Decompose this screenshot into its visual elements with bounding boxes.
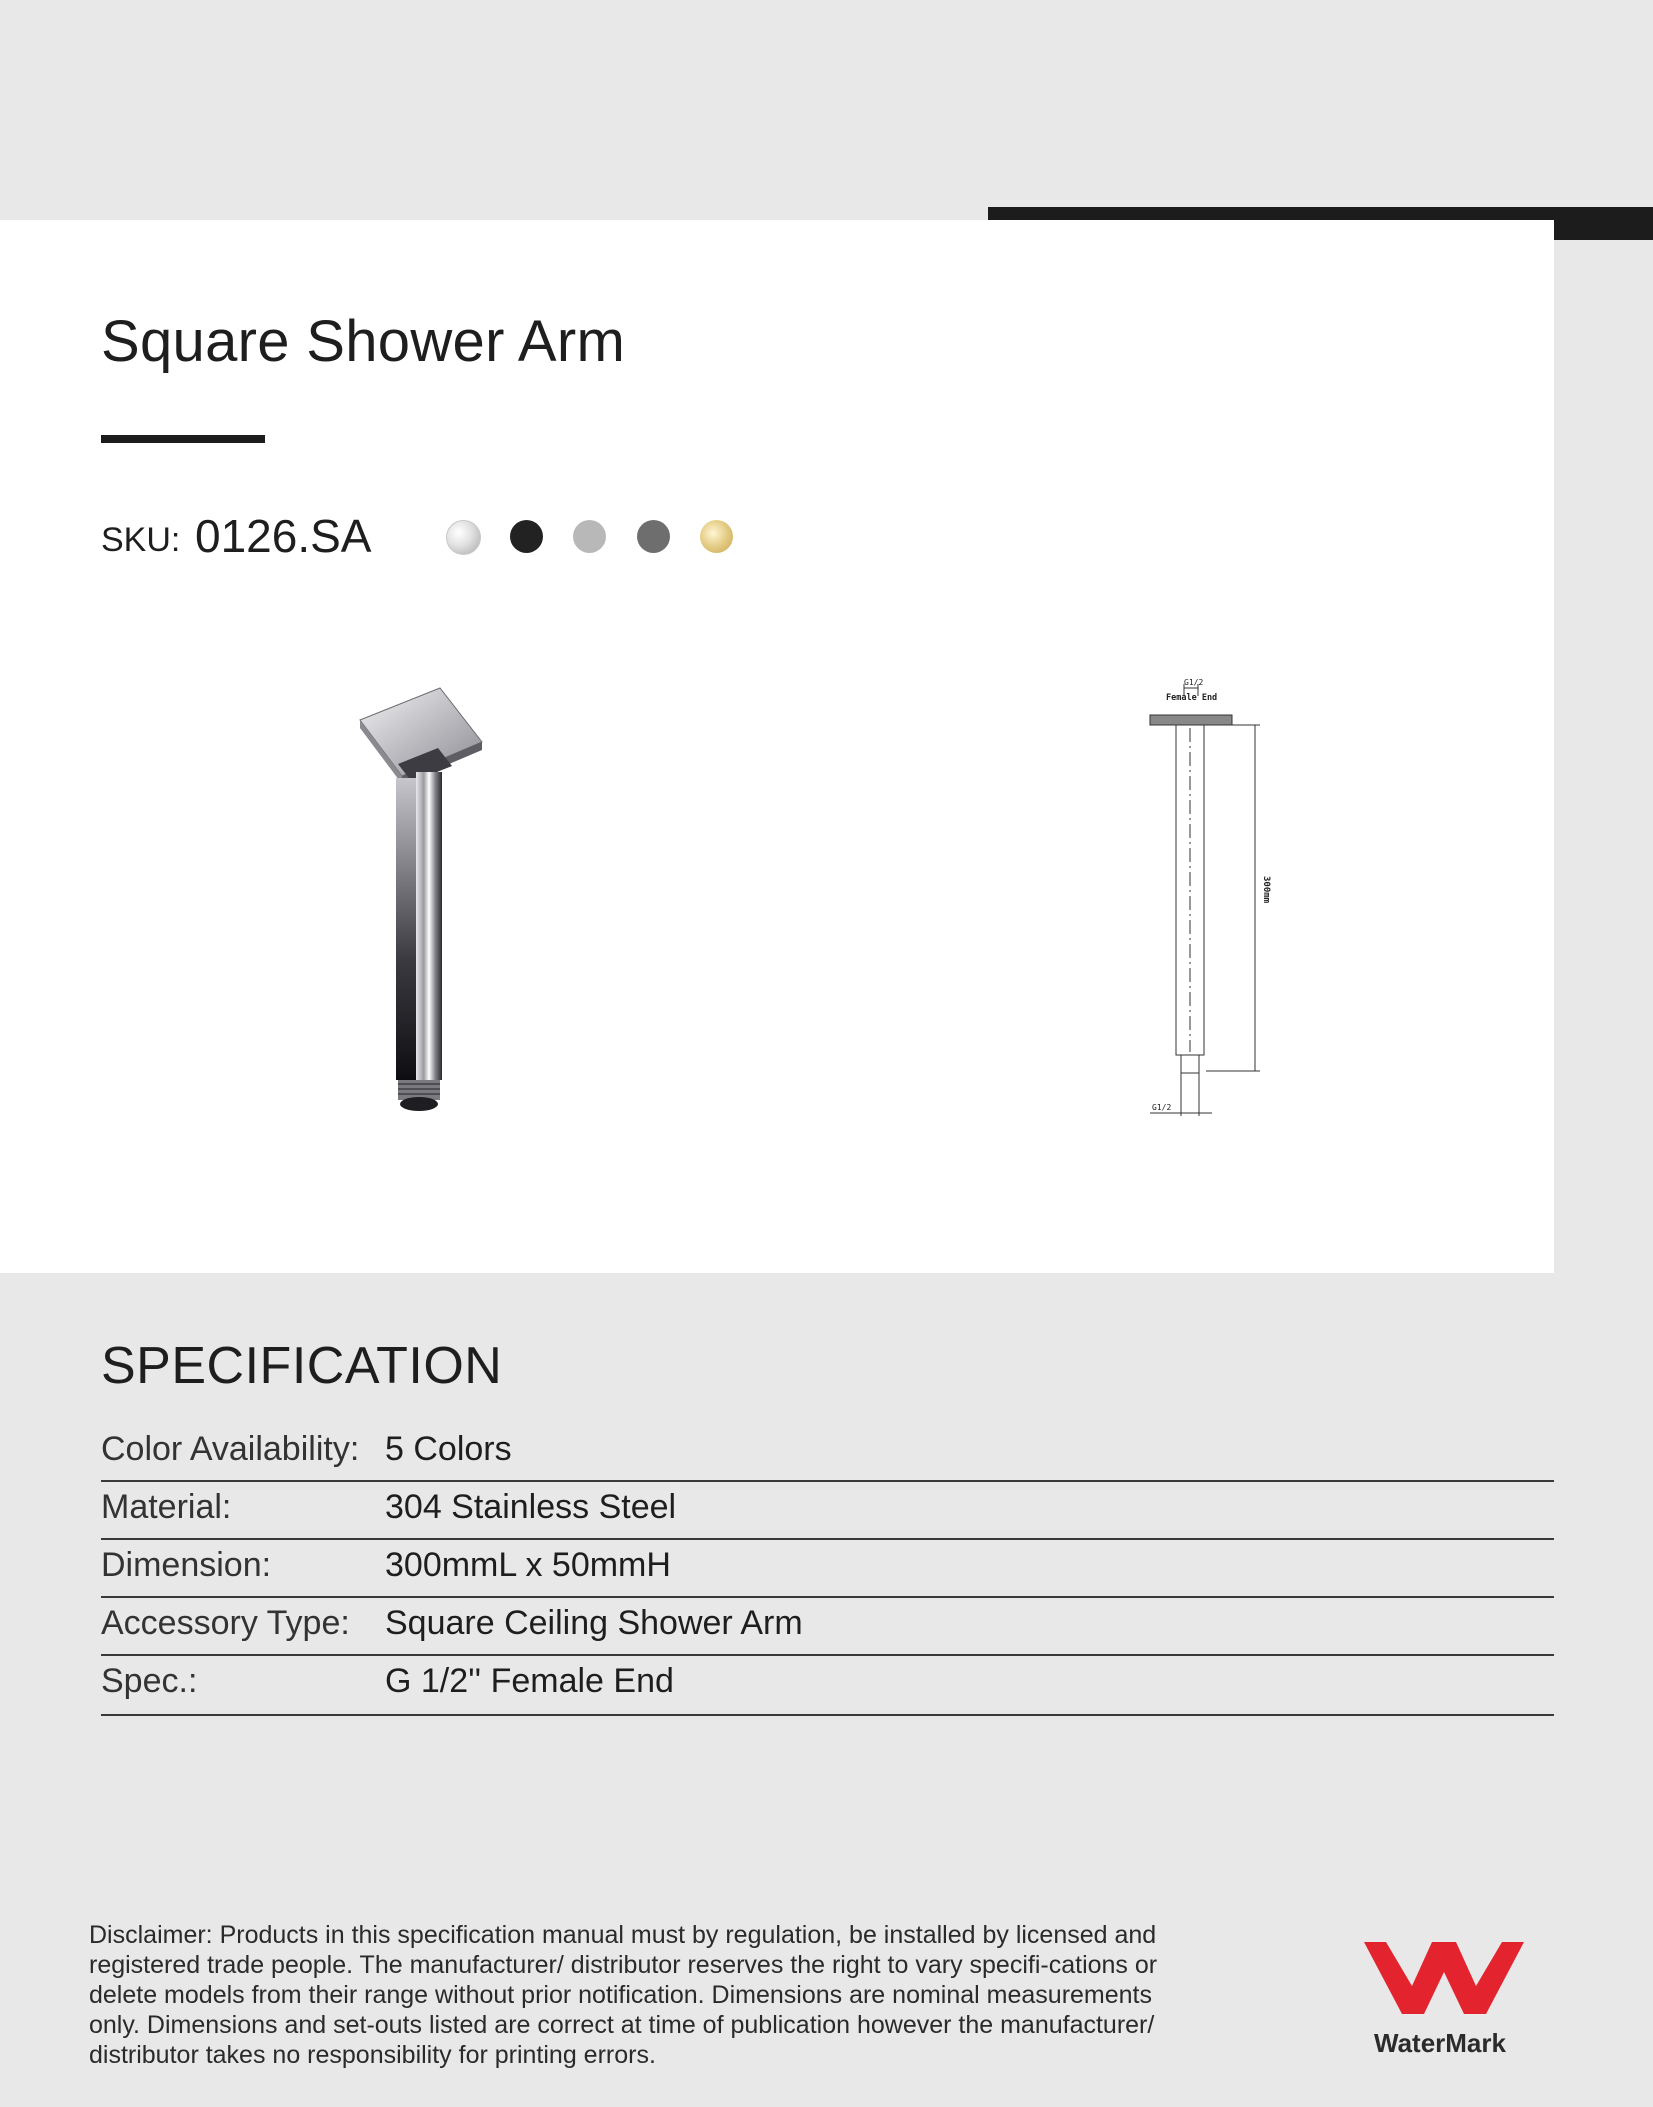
drawing-length: 300mm: [1261, 876, 1271, 904]
product-panel: [0, 220, 1554, 1273]
spec-label: Material:: [101, 1488, 232, 1526]
spec-label: Color Availability:: [101, 1430, 360, 1468]
disclaimer-text: Disclaimer: Products in this specification manual must by regulation, be installed by licensed and registered trade people. The manufacturer/ distributor reserves the right to vary specifi-cations or delete models from their range without prior notification. Dimensions are nominal measurements only. Dimensions and set-outs listed are correct at time of publication however the manufacturer/ distributor takes no responsibility for printing errors.: [89, 1921, 1158, 2069]
spec-heading: SPECIFICATION: [101, 1337, 503, 1395]
spec-label: Dimension:: [101, 1546, 272, 1584]
spec-value: 300mmL x 50mmH: [385, 1546, 671, 1584]
swatch-black[interactable]: [510, 520, 543, 553]
title-underline: [101, 435, 265, 443]
sku-label: SKU:: [101, 521, 181, 559]
spec-label: Accessory Type:: [101, 1604, 350, 1642]
top-band: [0, 0, 1653, 220]
swatch-brushed-nickel[interactable]: [573, 520, 606, 553]
spec-value: 5 Colors: [385, 1430, 512, 1468]
spec-row-accessory-type: [101, 1598, 1554, 1656]
spec-row-dimension: [101, 1540, 1554, 1598]
spec-value: 304 Stainless Steel: [385, 1488, 677, 1526]
spec-row-color: [101, 1424, 1554, 1482]
spec-table: [101, 1424, 1554, 1716]
spec-label: Spec.:: [101, 1662, 198, 1700]
drawing-top-note: Female End: [1166, 693, 1218, 703]
drawing-bottom-thread: G1/2: [1152, 1103, 1172, 1112]
spec-value: G 1/2'' Female End: [385, 1662, 674, 1700]
watermark-logo-icon: [1364, 1942, 1524, 2014]
spec-value: Square Ceiling Shower Arm: [385, 1604, 803, 1642]
product-title: Square Shower Arm: [101, 309, 626, 374]
swatch-chrome[interactable]: [446, 520, 481, 555]
drawing-top-thread: G1/2: [1184, 678, 1204, 687]
swatch-gunmetal[interactable]: [637, 520, 670, 553]
swatch-brushed-gold[interactable]: [700, 520, 733, 553]
sku-value: 0126.SA: [195, 510, 372, 562]
technical-drawing: [1140, 670, 1280, 1120]
spec-row-spec: [101, 1656, 1554, 1716]
product-photo: [352, 680, 502, 1120]
watermark-logo-text: WaterMark: [1374, 2028, 1506, 2058]
spec-row-material: [101, 1482, 1554, 1540]
